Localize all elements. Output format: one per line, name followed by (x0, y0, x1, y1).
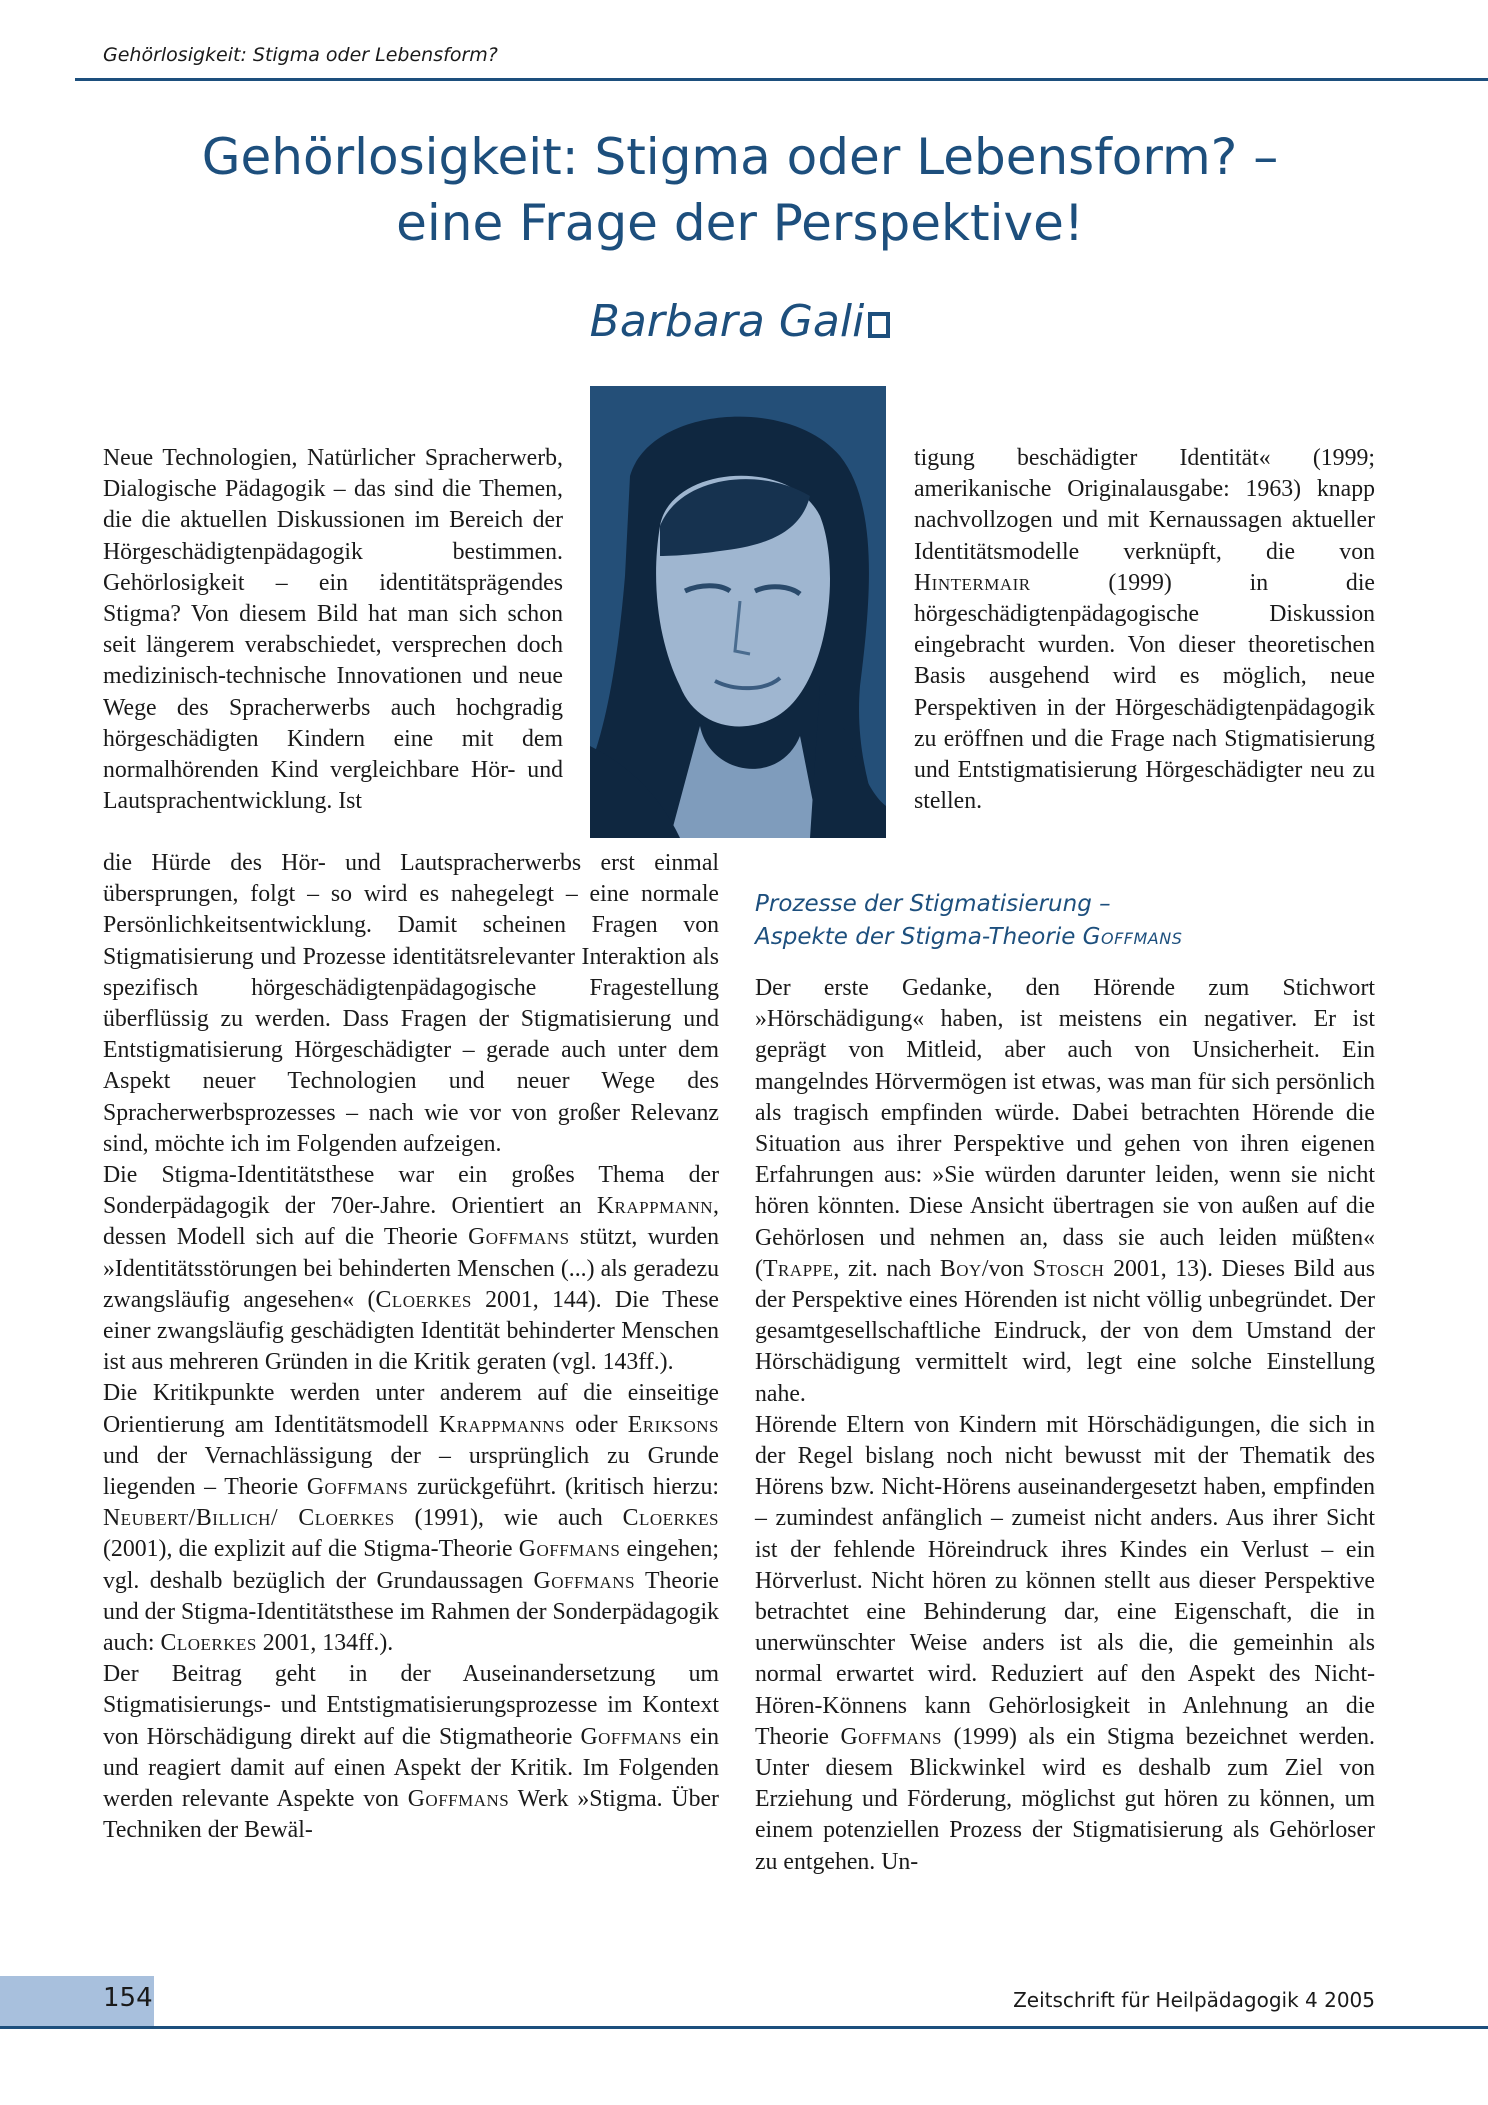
paragraph: tigung beschädigter Identität« (1999; amerikanische Originalausgabe: 1963) knapp nachvollzogen und mit Kernaussagen aktueller Identitätsmodelle verknüpft, die von Hintermair (1999) in die hörgeschädigtenpädagogische Diskussion eingebracht wurden. Von dieser theoretischen Basis ausgehend wird es möglich, neue Perspektiven in der Hörgeschädigtenpädagogik zu eröffnen und die Frage nach Stigmatisierung und Entstigmatisierung Hörgeschädigter neu zu stellen. (914, 445, 1375, 815)
column-left-intro (103, 443, 563, 817)
paragraph: Hörende Eltern von Kindern mit Hörschädigungen, die sich in der Regel bislang noch nicht bewusst mit der Thematik des Hörens bzw. Nicht-Hörens auseinandergesetzt haben, empfinden – zumindest anfänglich – zumeist nicht anders. Aus ihrer Sicht ist der fehlende Höreindruck ihres Kindes ein Verlust – ein Hörverlust. Nicht hören zu können stellt aus dieser Perspektive betrachtet eine Behinderung dar, eine Eigenschaft, die in unerwünschter Weise anders ist als die, die gemeinhin als normal erwartet wird. Reduziert auf den Aspekt des Nicht-Hören-Könnens kann Gehörlosigkeit in Anlehnung an die Theorie Goffmans (1999) als ein Stigma bezeichnet werden. Unter diesem Blickwinkel wird es deshalb zum Ziel von Erziehung und Förderung, möglichst gut hören zu können, um einem potenziellen Prozess der Stigmatisierung als Gehörloser zu entgehen. Un- (755, 1411, 1375, 1875)
paragraph: Der erste Gedanke, den Hörende zum Stichwort »Hörschädigung« haben, ist meistens ein negativer. Er ist geprägt von Mitleid, aber auch von Unsicherheit. Ein mangelndes Hörvermögen ist etwas, was man für sich persönlich als tragisch empfinden würde. Dabei betrachten Hörende die Situation aus ihrer Perspektive und gehen von ihren eigenen Erfahrungen aus: »Sie würden darunter leiden, wenn sie nicht hören könnten. Diese Ansicht übertragen sie von außen auf die Gehörlosen und nehmen an, dass sie auch leiden müßten« (Trappe, zit. nach Boy/von Stosch 2001, 13). Dieses Bild aus der Perspektive eines Hörenden ist nicht völlig unbegründet. Der gesamtgesellschaftliche Eindruck, der von dem Umstand der Hörschädigung vermittelt wird, legt eine solche Einstellung nahe. (755, 975, 1376, 1407)
paragraph: Neue Technologien, Natürlicher Spracherwerb, Dialogische Pädagogik – das sind die Themen, die die aktuellen Diskussionen im Bereich der Hörgeschädigtenpädagogik bestimmen. Gehörlosigkeit – ein identitätsprägendes Stigma? Von diesem Bild hat man sich schon seit längerem verabschiedet, versprechen doch medizinisch-technische Innovationen und neue Wege des Spracherwerbs auch hochgradig hörgeschädigten Kindern eine mit dem normalhörenden Kind vergleichbare Hör- und Lautsprachentwicklung. Ist (103, 445, 563, 815)
section-heading-line-1: Prozesse der Stigmatisierung – (755, 891, 1111, 917)
author-box-glyph (868, 312, 890, 338)
page-number: 154 (103, 1983, 153, 2013)
journal-name: Zeitschrift für Heilpädagogik 4 2005 (1013, 1988, 1375, 2012)
author-text: Barbara Gali (589, 296, 865, 347)
footer-rule (0, 2026, 1488, 2029)
paragraph: Die Stigma-Identitätsthese war ein großes Thema der Sonderpädagogik der 70er-Jahre. Orientiert an Krappmann, dessen Modell sich auf die Theorie Goffmans stützt, wurden »Identitätsstörungen bei behinderten Menschen (...) als geradezu zwangsläufig angesehen« (Cloerkes 2001, 144). Die These einer zwangsläufig geschädigten Identität behinderter Menschen ist aus mehreren Gründen in die Kritik geraten (vgl. 143ff.). (103, 1162, 720, 1376)
header-rule (75, 78, 1488, 81)
column-right-main (755, 973, 1375, 1878)
portrait-image (590, 386, 886, 838)
paragraph: Der Beitrag geht in der Auseinandersetzung um Stigmatisierungs- und Entstigmatisierungsprozesse im Kontext von Hörschädigung direkt auf die Stigmatheorie Goffmans ein und reagiert damit auf einen Aspekt der Kritik. Im Folgenden werden relevante Aspekte von Goffmans Werk »Stigma. Über Techniken der Bewäl- (103, 1661, 719, 1844)
running-head: Gehörlosigkeit: Stigma oder Lebensform? (103, 44, 498, 66)
title-line-2: eine Frage der Perspektive! (396, 194, 1084, 252)
section-heading (755, 888, 1375, 954)
section-heading-line-2: Aspekte der Stigma-Theorie Goffmans (755, 924, 1183, 950)
column-left-main (103, 848, 719, 1847)
paragraph: Die Kritikpunkte werden unter anderem auf die einseitige Orientierung am Identitätsmodell Krappmanns oder Eriksons und der Vernachlässigung der – ursprünglich zu Grunde liegenden – Theorie Goffmans zurückgeführt. (kritisch hierzu: Neubert/Billich/ Cloerkes (1991), wie auch Cloerkes (2001), die explizit auf die Stigma-Theorie Goffmans eingehen; vgl. deshalb bezüglich der Grundaussagen Goffmans Theorie und der Stigma-Identitätsthese im Rahmen der Sonderpädagogik auch: Cloerkes 2001, 134ff.). (103, 1380, 719, 1657)
author-name (100, 296, 1380, 347)
title-line-1: Gehörlosigkeit: Stigma oder Lebensform? – (201, 128, 1279, 186)
column-right-intro (914, 443, 1375, 817)
author-portrait (590, 386, 886, 838)
article-title (100, 124, 1380, 256)
paragraph: die Hürde des Hör- und Lautspracherwerbs erst einmal übersprungen, folgt – so wird es nahegelegt – eine normale Persönlichkeitsentwicklung. Damit scheinen Fragen von Stigmatisierung und Prozesse identitätsrelevanter Interaktion als spezifisch hörgeschädigtenpädagogische Fragestellung überflüssig zu werden. Dass Fragen der Stigmatisierung und Entstigmatisierung Hörgeschädigter – gerade auch unter dem Aspekt neuer Technologien und neuer Wege des Spracherwerbsprozesses – nach wie vor von großer Relevanz sind, möchte ich im Folgenden aufzeigen. (103, 850, 719, 1157)
